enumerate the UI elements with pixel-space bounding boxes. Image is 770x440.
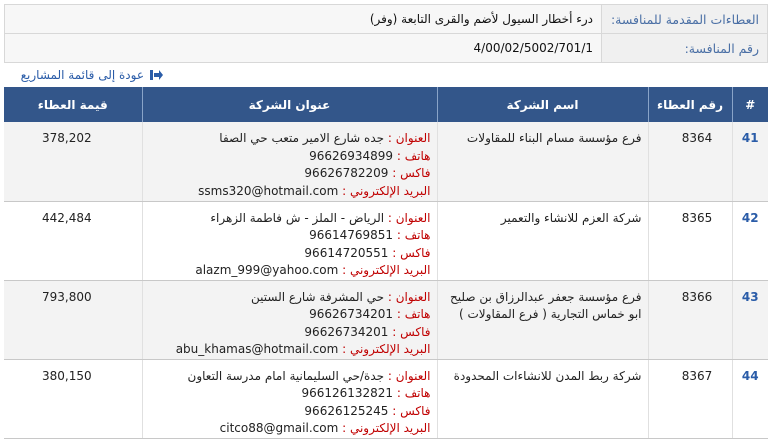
row-bid-no: 8364: [648, 122, 732, 201]
row-seq[interactable]: 41: [732, 122, 768, 201]
tender-number-row: [5, 34, 768, 63]
phone-line: هاتف : 96626734201: [309, 307, 431, 321]
tender-number-value: 4/00/02/5002/701/1: [5, 34, 602, 63]
header-value: قيمة العطاء: [4, 87, 142, 122]
row-bid-no: 8365: [648, 201, 732, 280]
header-company: اسم الشركة: [437, 87, 648, 122]
header-address: عنوان الشركة: [142, 87, 437, 122]
email-line: البريد الإلكتروني : ssms320@hotmail.com: [198, 183, 431, 198]
row-seq[interactable]: 44: [732, 359, 768, 438]
row-value: 793,800: [4, 280, 142, 359]
row-bid-no: 8366: [648, 280, 732, 359]
email-line: البريد الإلكتروني : abu_khamas@hotmail.com: [175, 342, 431, 356]
back-to-projects-link[interactable]: [21, 66, 164, 84]
row-bid-no: 8367: [648, 359, 732, 438]
fax-line: فاكس : 96626782209: [304, 166, 431, 180]
tender-info-row: [5, 5, 768, 34]
row-seq[interactable]: 42: [732, 201, 768, 280]
row-value: 378,202: [4, 122, 142, 201]
table-row: [4, 122, 768, 201]
fax-line: فاكس : 96614720551: [304, 245, 431, 260]
tender-label: العطاءات المقدمة للمنافسة:: [602, 5, 768, 34]
bids-table: [4, 87, 768, 439]
address-line: العنوان : الرياض - الملز - ش فاطمة الزهراء: [210, 210, 431, 225]
phone-line: هاتف : 96626934899: [309, 148, 431, 163]
row-address-block: [142, 359, 437, 438]
table-row: [4, 201, 768, 280]
header-bid-no: رقم العطاء: [648, 87, 732, 122]
row-company: فرع مؤسسة مسام البناء للمقاولات: [437, 122, 648, 201]
back-arrow-icon: [150, 68, 164, 82]
row-company: شركة ربط المدن للانشاءات المحدودة: [437, 359, 648, 438]
address-line: العنوان : حي المشرفة شارع الستين: [251, 289, 431, 304]
header-seq: #: [732, 87, 768, 122]
row-value: 380,150: [4, 359, 142, 438]
address-line: العنوان : جده شارع الامير متعب حي الصفا: [219, 131, 431, 145]
phone-line: هاتف : 96614769851: [309, 228, 431, 242]
row-seq[interactable]: 43: [732, 280, 768, 359]
tender-info-table: [4, 4, 768, 63]
bids-header-row: [4, 87, 768, 122]
fax-line: فاكس : 96626734201: [304, 324, 431, 339]
email-line: البريد الإلكتروني : alazm_999@yahoo.com: [195, 263, 431, 277]
row-company: فرع مؤسسة جعفر عبدالرزاق بن صليح ابو خماس التجارية ( فرع المقاولات ): [437, 280, 648, 359]
row-company: شركة العزم للانشاء والتعمير: [437, 201, 648, 280]
table-row: [4, 359, 768, 438]
row-address-block: [142, 201, 437, 280]
address-line: العنوان : جدة/حي السليمانية امام مدرسة التعاون: [187, 368, 431, 383]
fax-line: فاكس : 96626125245: [304, 403, 431, 418]
table-row: [4, 280, 768, 359]
tender-value: درء أخطار السيول لأضم والقرى التابعة (وفر): [5, 5, 602, 34]
back-link-label: عودة إلى قائمة المشاريع: [20, 68, 144, 82]
row-address-block: [142, 122, 437, 201]
email-line: البريد الإلكتروني : citco88@gmail.com: [219, 421, 431, 435]
row-value: 442,484: [4, 201, 142, 280]
tender-number-label: رقم المنافسة:: [602, 34, 768, 63]
phone-line: هاتف : 966126132821: [301, 386, 431, 400]
row-address-block: [142, 280, 437, 359]
